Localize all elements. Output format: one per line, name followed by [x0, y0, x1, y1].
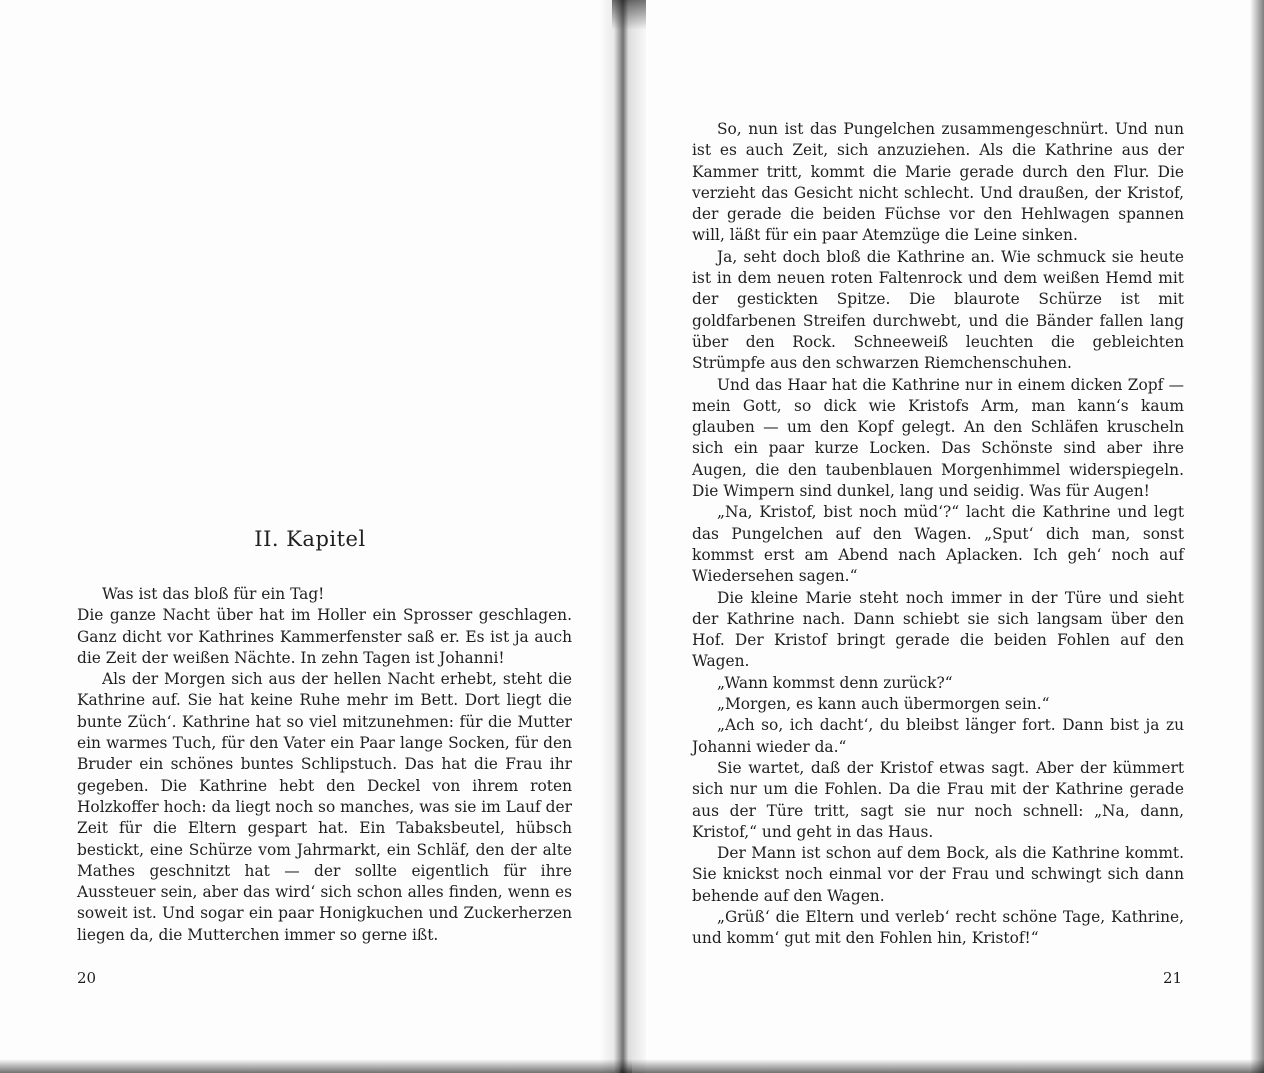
paragraph: Sie wartet, daß der Kristof etwas sagt. Aber der kümmert sich nur um die Fohlen. Da die Frau mit der Kathrine gerade aus der Türe tritt, sagt sie nur noch schnell: „Na, dann, Kristof,“ und geht in das Haus. — [692, 758, 1184, 841]
paragraph: Was ist das bloß für ein Tag! — [102, 585, 325, 603]
paragraph: „Morgen, es kann auch übermorgen sein.“ — [717, 695, 1050, 714]
paragraph: „Na, Kristof, bist noch müd‘?“ lacht die Kathrine und legt das Pungelchen auf den Wagen. „Sput‘ dich man, sonst kommst erst am Abend nach Aplacken. Ich geh‘ noch auf Wiedersehen sagen.“ — [692, 503, 1184, 586]
right-page-text — [692, 119, 1184, 950]
paragraph: Als der Morgen sich aus der hellen Nacht erhebt, steht die Kathrine auf. Sie hat keine Ruhe mehr im Bett. Dort liegt die bunte Züch‘. Kathrine hat so viel mitzunehmen: für die Mutter ein warmes Tuch, für den Vater ein Paar lange Socken, für den Bruder ein schönes buntes Schlipstuch. Das hat die Frau ihr gegeben. Die Kathrine hebt den Deckel von ihrem roten Holzkoffer hoch: da liegt noch so manches, was sie im Lauf der Zeit für die Eltern gespart hat. Ein Tabaksbeutel, hübsch bestickt, eine Schürze vom Jahrmarkt, ein Schläf, den der alte Mathes geschnitzt hat — der sollte eigentlich für ihre Aussteuer sein, aber das wird‘ sich schon alles finden, wenn es soweit ist. Und sogar ein paar Honigkuchen und Zuckerherzen liegen da, die Mutterchen immer so gerne ißt. — [77, 670, 572, 944]
paragraph: Ja, seht doch bloß die Kathrine an. Wie schmuck sie heute ist in dem neuen roten Faltenrock und dem weißen Hemd mit der gestickten Spitze. Die blaurote Schürze ist mit goldfarbenen Streifen durchwebt, und die Bänder fallen lang über den Rock. Schneeweiß leuchten die gebleichten Strümpfe aus den schwarzen Riemchenschuhen. — [692, 247, 1184, 373]
paragraph: Die kleine Marie steht noch immer in der Türe und sieht der Kathrine nach. Dann schiebt sie sich langsam über den Hof. Der Kristof bringt gerade die beiden Fohlen auf den Wagen. — [692, 588, 1184, 671]
paragraph: Die ganze Nacht über hat im Holler ein Sprosser geschlagen. Ganz dicht vor Kathrines Kammerfenster saß er. Es ist ja auch die Zeit der weißen Nächte. In zehn Tagen ist Johanni! — [77, 606, 572, 667]
gutter-top-shadow — [612, 0, 646, 30]
page-number-left: 20 — [77, 969, 97, 987]
book-gutter-shadow — [600, 0, 646, 1073]
chapter-title: II. Kapitel — [254, 527, 366, 551]
paragraph: So, nun ist das Pungelchen zusammengeschnürt. Und nun ist es auch Zeit, sich anzuziehen. Als die Kathrine aus der Kammer tritt, kommt die Marie gerade durch den Flur. Die verzieht das Gesicht nicht schlecht. Und draußen, der Kristof, der gerade die beiden Füchse vor den Hehlwagen spannen will, läßt für ein paar Atemzüge die Leine sinken. — [692, 120, 1184, 245]
page-number-right: 21 — [1163, 969, 1183, 987]
paragraph: Und das Haar hat die Kathrine nur in einem dicken Zopf — mein Gott, so dick wie Kristofs Arm, man kann‘s kaum glauben — um den Kopf gelegt. An den Schläfen kruscheln sich ein paar kurze Locken. Das Schönste sind aber ihre Augen, die den taubenblauen Morgenhimmel widerspiegeln. Die Wimpern sind dunkel, lang und seidig. Was für Augen! — [692, 375, 1184, 501]
paragraph: „Grüß‘ die Eltern und verleb‘ recht schöne Tage, Kathrine, und komm‘ gut mit den Fohlen hin, Kristof!“ — [692, 907, 1184, 948]
paragraph: „Ach so, ich dacht‘, du bleibst länger fort. Dann bist ja zu Johanni wieder da.“ — [692, 716, 1184, 756]
left-page — [0, 0, 620, 1073]
left-page-text — [77, 584, 572, 946]
paragraph: Der Mann ist schon auf dem Bock, als die Kathrine kommt. Sie knickst noch einmal vor der Frau und schwingt sich dann behende auf den Wagen. — [692, 844, 1184, 905]
page-edge-right — [1250, 0, 1264, 1073]
paragraph: „Wann kommst denn zurück?“ — [717, 673, 953, 692]
page-edge-bottom — [0, 1059, 1264, 1073]
